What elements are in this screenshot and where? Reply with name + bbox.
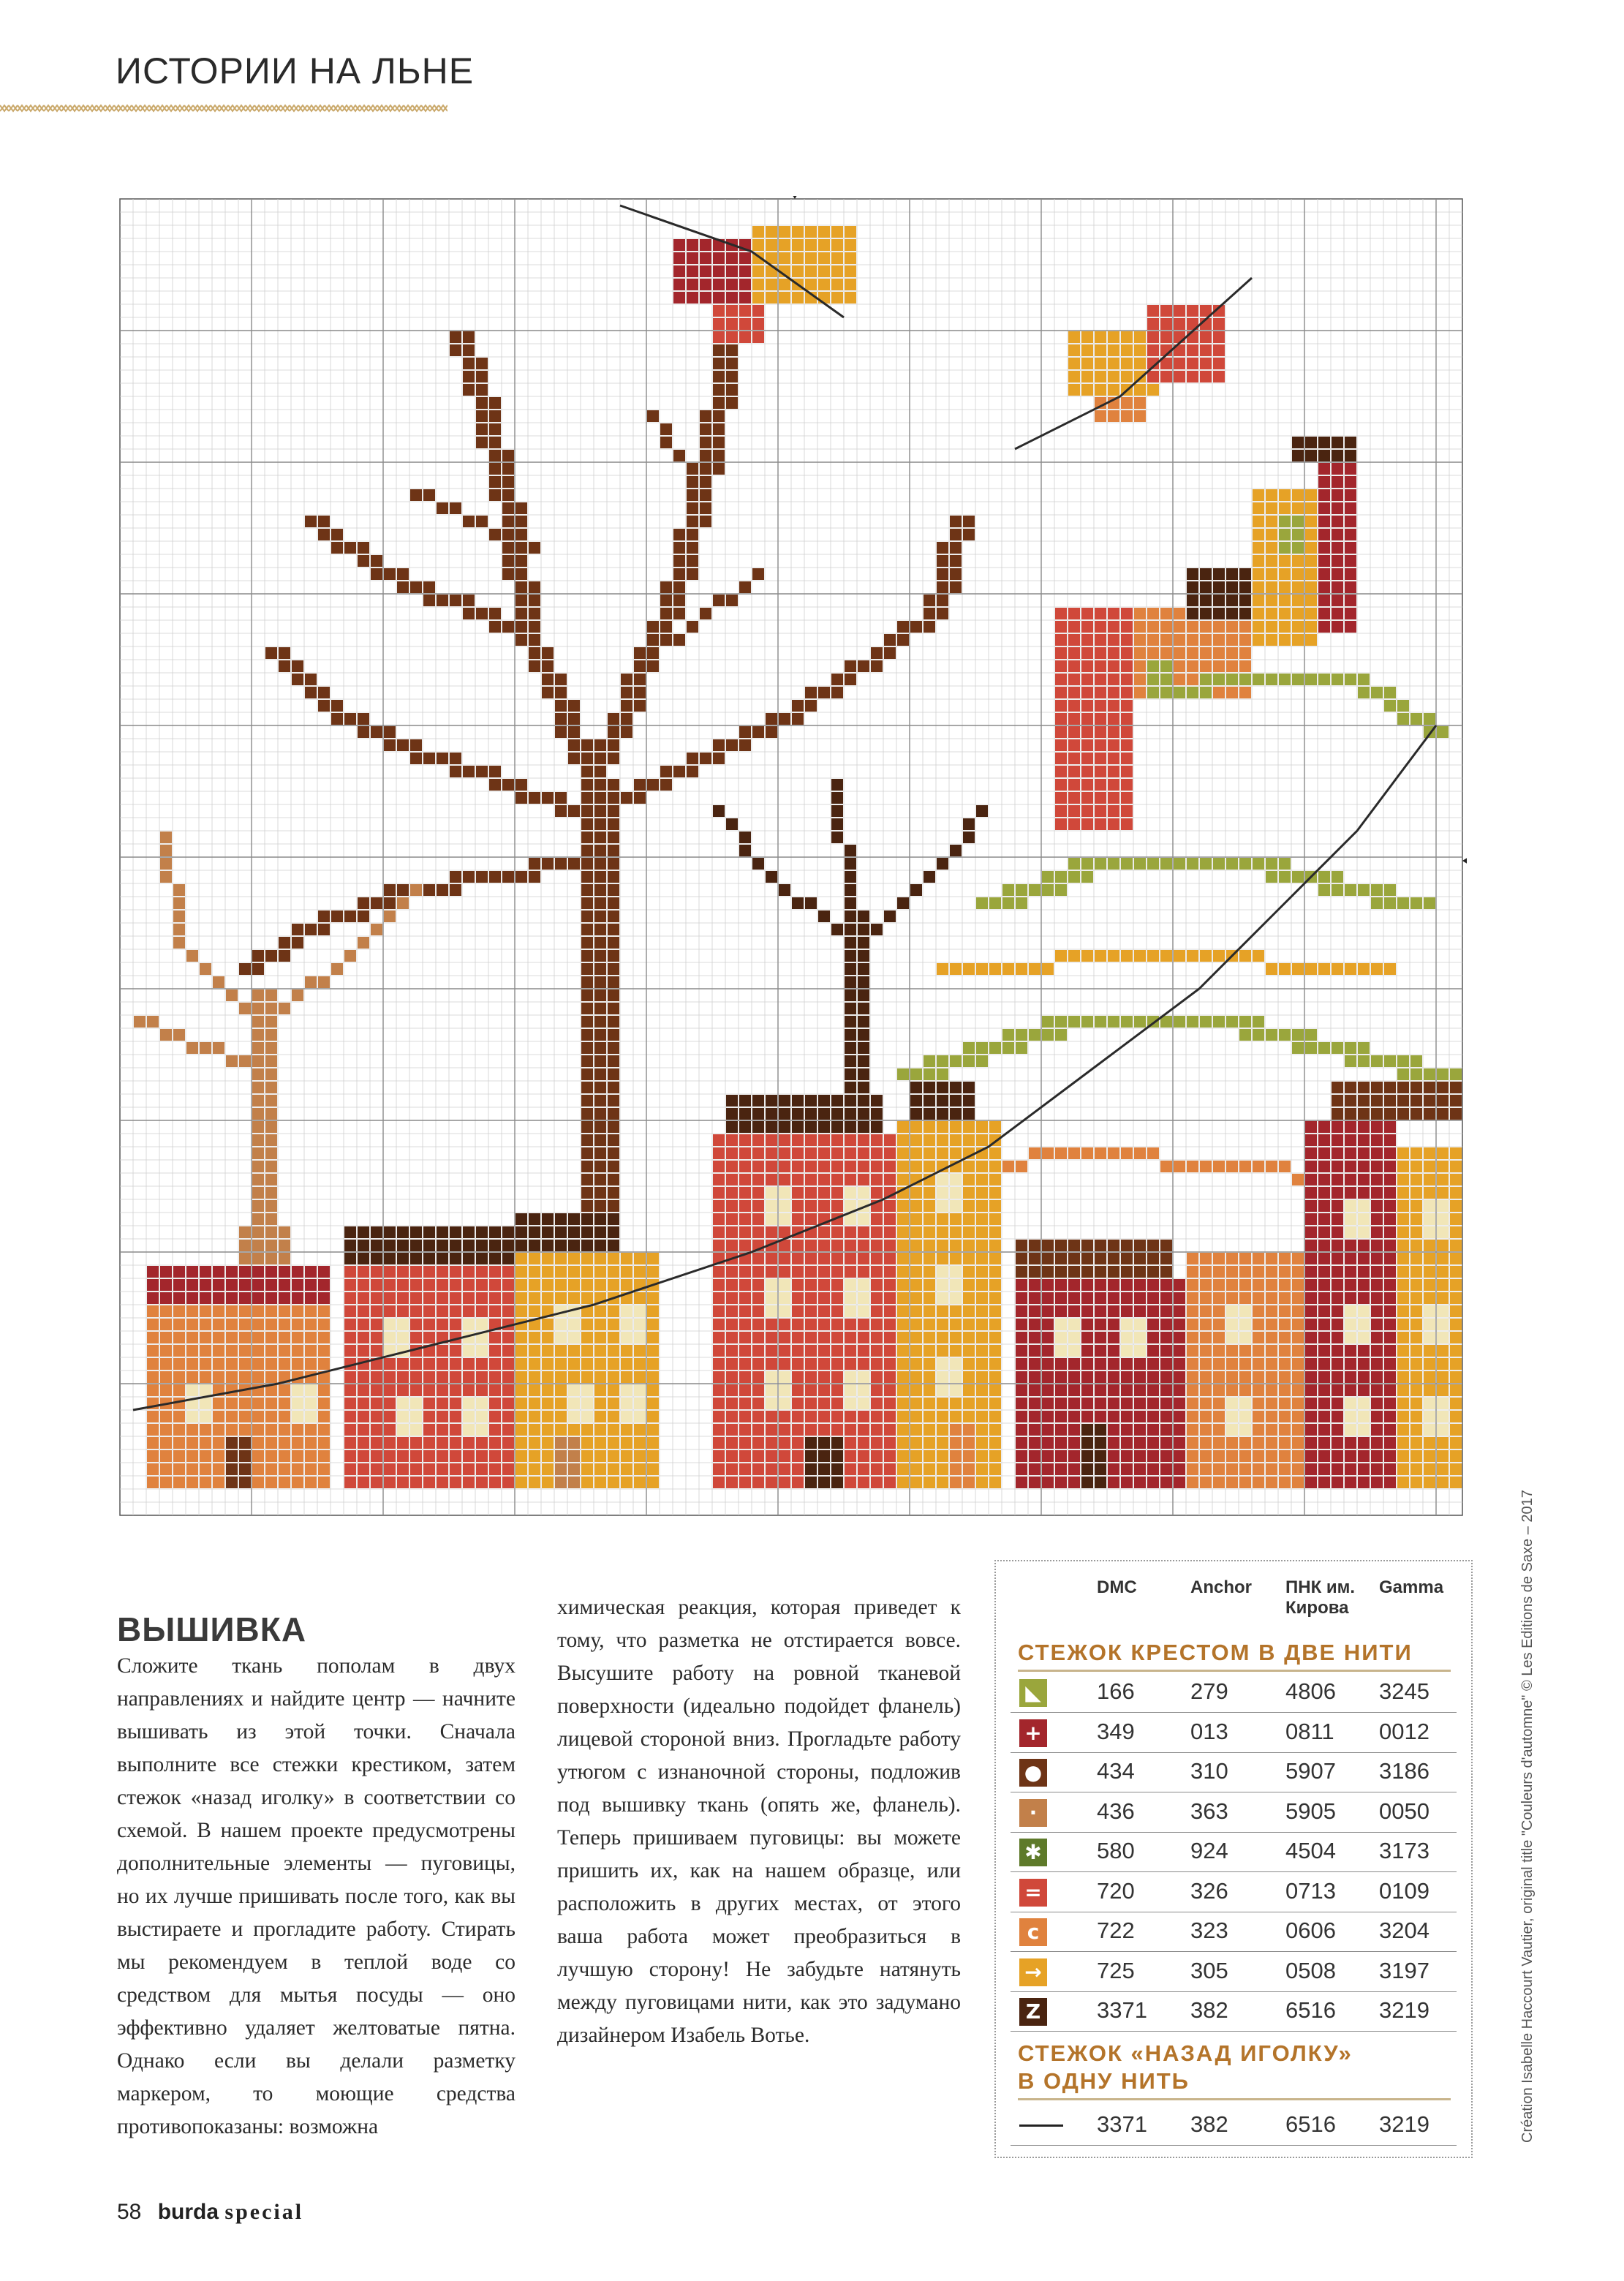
- section-rule: [1018, 2098, 1451, 2100]
- thread-symbol-c-icon: c: [1019, 1918, 1047, 1946]
- cell-anchor: 305: [1190, 1957, 1228, 1983]
- cell-gamma: 3219: [1379, 2111, 1430, 2137]
- thread-symbol-dot-icon: ●: [1019, 1759, 1047, 1787]
- cell-dmc: 436: [1097, 1798, 1135, 1824]
- cross-stitch-chart: [117, 196, 1467, 1531]
- cell-anchor: 382: [1190, 1997, 1228, 2023]
- cell-anchor: 924: [1190, 1838, 1228, 1863]
- cell-gamma: 0012: [1379, 1718, 1430, 1744]
- decorative-braid-rule: [0, 102, 447, 114]
- cell-dmc: 166: [1097, 1678, 1135, 1704]
- color-key-table: [994, 1560, 1473, 2158]
- cell-pnk: 0606: [1285, 1918, 1336, 1943]
- thread-symbol-small-dot-icon: ·: [1019, 1799, 1047, 1827]
- cell-pnk: 6516: [1285, 1997, 1336, 2023]
- cell-gamma: 3186: [1379, 1758, 1430, 1784]
- backstitch-line-icon: [1019, 2124, 1063, 2127]
- cell-anchor: 279: [1190, 1678, 1228, 1704]
- thread-symbol-arrow-icon: →: [1019, 1958, 1047, 1986]
- cell-anchor: 310: [1190, 1758, 1228, 1784]
- cell-gamma: 3245: [1379, 1678, 1430, 1704]
- cell-anchor: 363: [1190, 1798, 1228, 1824]
- cell-anchor: 323: [1190, 1918, 1228, 1943]
- key-row: [1011, 1912, 1457, 1952]
- cell-pnk: 0508: [1285, 1957, 1336, 1983]
- chart-grid: [120, 199, 1462, 1515]
- thread-symbol-asterisk-icon: ✱: [1019, 1839, 1047, 1866]
- cell-gamma: 0109: [1379, 1877, 1430, 1904]
- thread-symbol-plus-icon: +: [1019, 1719, 1047, 1747]
- cell-dmc: 349: [1097, 1718, 1135, 1744]
- key-header-dmc: DMC: [1097, 1577, 1137, 1597]
- cell-dmc: 722: [1097, 1918, 1135, 1943]
- thread-symbol-equals-icon: =: [1019, 1879, 1047, 1907]
- cell-anchor: 382: [1190, 2111, 1228, 2137]
- cell-dmc: 3371: [1097, 1997, 1147, 2023]
- cell-dmc: 720: [1097, 1877, 1135, 1904]
- key-header-pnk: ПНК им. Кирова: [1285, 1577, 1356, 1618]
- section-rule: [1018, 1670, 1451, 1672]
- brand-special: special: [224, 2200, 304, 2224]
- backstitch-row: [1011, 2105, 1457, 2146]
- article-column-1: [117, 1609, 515, 2144]
- key-header-gamma: Gamma: [1379, 1577, 1444, 1597]
- key-row: [1011, 1991, 1457, 2032]
- key-row: [1011, 1792, 1457, 1833]
- backstitch-section-title-1: СТЕЖОК «НАЗАД ИГОЛКУ»: [1018, 2040, 1353, 2066]
- page-section-title: ИСТОРИИ НА ЛЬНЕ: [116, 50, 475, 91]
- page-number: 58: [117, 2200, 142, 2224]
- thread-symbol-z-icon: Z: [1019, 1998, 1047, 2026]
- cell-dmc: 580: [1097, 1838, 1135, 1863]
- cell-dmc: 3371: [1097, 2111, 1147, 2137]
- key-row: [1011, 1713, 1457, 1753]
- cell-pnk: 5907: [1285, 1758, 1336, 1784]
- page-footer: [117, 2200, 303, 2225]
- cell-anchor: 013: [1190, 1718, 1228, 1744]
- cross-stitch-section-title: СТЕЖОК КРЕСТОМ В ДВЕ НИТИ: [1018, 1640, 1413, 1665]
- cell-gamma: 3173: [1379, 1838, 1430, 1863]
- cell-pnk: 6516: [1285, 2111, 1336, 2137]
- cell-anchor: 326: [1190, 1877, 1228, 1904]
- key-header-anchor: Anchor: [1190, 1577, 1252, 1597]
- article-text-2: химическая реакция, которая приведет к тому, что разметка не отстирается вовсе. Высушите работу на ровной тканевой поверхности (идеально подойдет фланель) лицевой стороной вниз. Прогладьте работу утюгом с изнаночной стороны, подложив под вышивку ткань (опять же, фланель). Теперь пришиваем пуговицы: вы можете пришить их, как на нашем образце, или расположить в других местах, от этого ваша работа может преобразиться в лучшую сторону! Не забудьте натянуть между пуговицами нити, как это задумано дизайнером Изабель Вотье.: [557, 1596, 961, 2047]
- design-credit: Création Isabelle Haccourt Vautier, original title "Couleurs d'automne" © Les Editions de Saxe – 2017: [1519, 1490, 1536, 2143]
- article-heading: ВЫШИВКА: [117, 1610, 307, 1648]
- key-row: [1011, 1872, 1457, 1912]
- cell-pnk: 4806: [1285, 1678, 1336, 1704]
- cell-gamma: 0050: [1379, 1798, 1430, 1824]
- cell-gamma: 3197: [1379, 1957, 1430, 1983]
- cell-pnk: 0811: [1285, 1718, 1334, 1744]
- cell-pnk: 5905: [1285, 1798, 1336, 1824]
- key-row: [1011, 1832, 1457, 1872]
- article-text-1: Сложите ткань пополам в двух направлениях и найдите центр — начните вышивать из этой точки. Сначала выполните все стежки крестиком, затем стежок «назад иголку» в соответствии со схемой. В нашем проекте предусмотрены дополнительные элементы — пуговицы, но их лучше пришивать после того, как вы выстираете и прогладите работу. Стирать мы рекомендуем в теплой воде со средством для мытья посуды — оно эффективно удаляет желтоватые пятна. Однако если вы делали разметку маркером, то моющие средства противопоказаны: возможна: [117, 1654, 515, 2138]
- brand-logo: burda: [157, 2200, 219, 2224]
- backstitch-section-title-2: В ОДНУ НИТЬ: [1018, 2068, 1190, 2094]
- key-row: [1011, 1952, 1457, 1992]
- cell-pnk: 4504: [1285, 1838, 1336, 1863]
- cell-pnk: 0713: [1285, 1877, 1336, 1904]
- cell-gamma: 3219: [1379, 1997, 1430, 2023]
- key-row: [1011, 1673, 1457, 1713]
- cell-dmc: 434: [1097, 1758, 1135, 1784]
- cell-dmc: 725: [1097, 1957, 1135, 1983]
- cell-gamma: 3204: [1379, 1918, 1430, 1943]
- key-row: [1011, 1752, 1457, 1792]
- thread-symbol-triangle-icon: ◣: [1019, 1679, 1047, 1707]
- article-column-2: [557, 1591, 961, 2052]
